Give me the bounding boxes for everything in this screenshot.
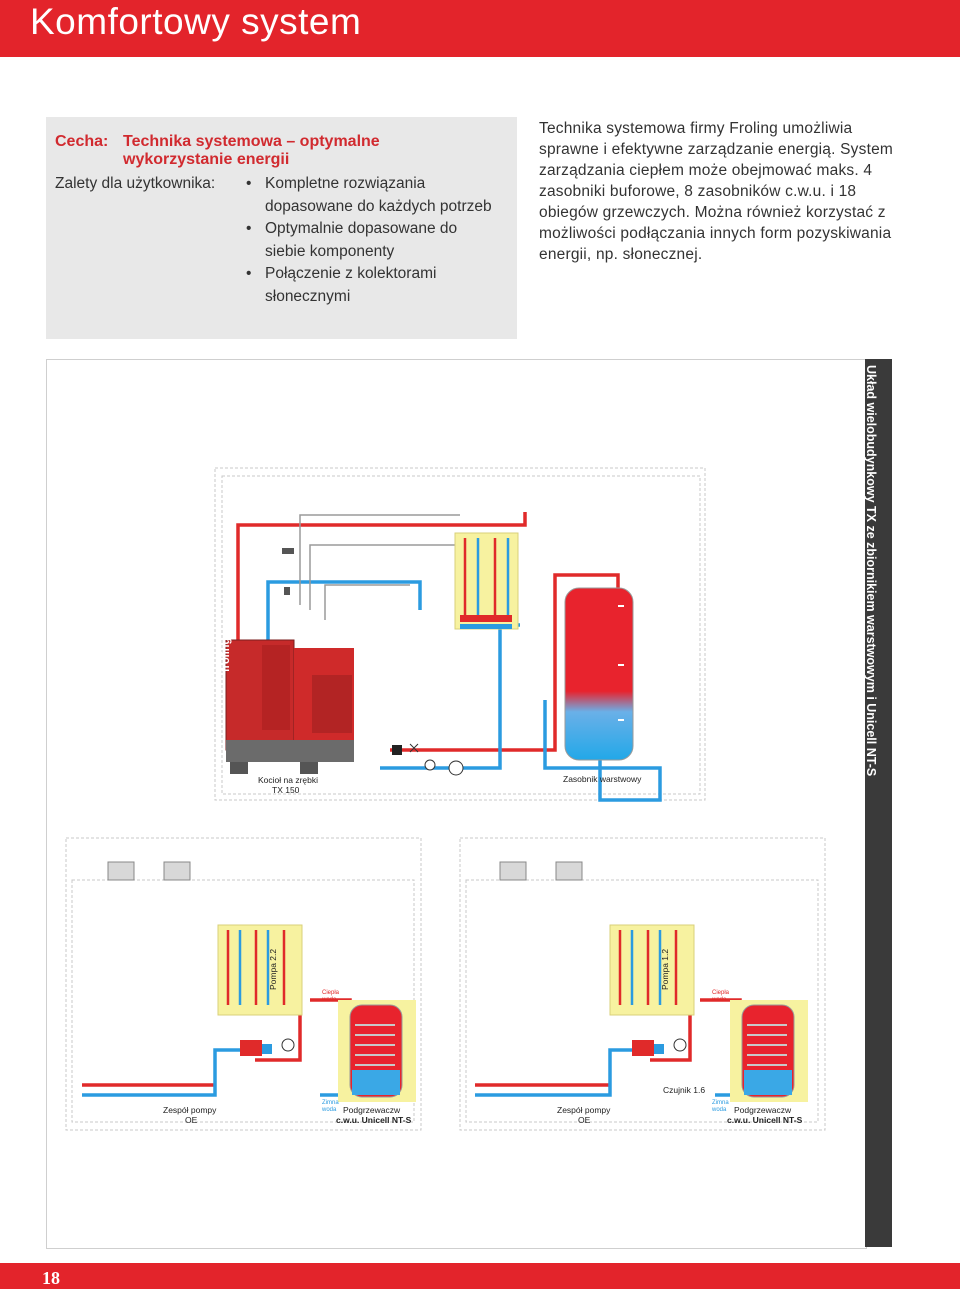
left-mixing-valve — [240, 1039, 294, 1056]
left-cold-water-1: Zimna — [322, 1100, 339, 1106]
boiler-label-line1: Kocioł na zrębki — [258, 775, 319, 785]
right-cold-water-2: woda — [712, 1107, 727, 1113]
feature-text: Technika systemowa – optymalne wykorzystanie energii — [123, 133, 380, 168]
left-group-label-2: OE — [185, 1115, 198, 1125]
lower-left-controls — [108, 862, 190, 880]
benefit-text: Połączenie z kolektorami słonecznymi — [265, 265, 437, 305]
boiler-label-line2: TX 150 — [272, 785, 300, 795]
distribution-panel-left — [218, 925, 302, 1015]
right-hot-water-tank — [730, 1000, 808, 1102]
left-hot-water-1: Ciepła — [322, 990, 340, 996]
buffer-label: Zasobnik warstwowy — [563, 774, 642, 784]
left-heater-label-2: c.w.u. Unicell NT-S — [336, 1115, 412, 1125]
right-hot-water-1: Ciepła — [712, 990, 730, 996]
right-cold-water-1: Zimna — [712, 1100, 729, 1106]
left-hot-water-tank — [338, 1000, 416, 1102]
right-group-label-2: OE — [578, 1115, 591, 1125]
bullet-icon: • — [246, 220, 252, 237]
grey-lines — [300, 515, 460, 620]
bullet-icon: • — [246, 265, 252, 282]
benefit-text: Kompletne rozwiązania dopasowane do każdych potrzeb — [265, 175, 492, 215]
lower-right-controls — [500, 862, 582, 880]
right-sensor-label: Czujnik 1.6 — [663, 1085, 706, 1095]
lower-right-pipes — [475, 1000, 740, 1095]
diagram-side-title: Układ wielobudynkowy TX ze zbiornikiem warstwowym i Unicell NT-S — [864, 365, 878, 777]
lower-left-pipes — [82, 1000, 350, 1095]
right-mixing-valve — [632, 1039, 686, 1056]
page-title: Komfortowy system — [30, 1, 362, 42]
left-hot-water-2: woda — [322, 997, 337, 1003]
bullet-icon: • — [246, 175, 252, 192]
right-pump-label: Pompa 1.2 — [660, 948, 670, 990]
intro-paragraph: Technika systemowa firmy Froling umożliwia sprawne i efektywne zarządzanie energią. System zarządzania ciepłem może obejmować maks. 4 zasobniki buforowe, 8 zasobników c.w.u. i 18 obiegów grzewczych. Można również korzystać z możliwości podłączania innych form pozyskiwania energii, np. słonecznej. — [539, 120, 894, 263]
left-cold-water-2: woda — [322, 1107, 337, 1113]
right-heater-label-2: c.w.u. Unicell NT-S — [727, 1115, 803, 1125]
buffer-tank — [565, 588, 633, 760]
footer-bar — [0, 1263, 960, 1289]
left-heater-label-1: Podgrzewaczw — [343, 1105, 401, 1115]
right-heater-label-1: Podgrzewaczw — [734, 1105, 792, 1115]
left-group-label-1: Zespół pompy — [163, 1105, 217, 1115]
benefits-label: Zalety dla użytkownika: — [55, 175, 216, 192]
distribution-panel-right — [610, 925, 694, 1015]
page-number: 18 — [42, 1268, 60, 1288]
boiler-brand: froling — [220, 637, 232, 672]
boiler-unit — [220, 638, 354, 774]
benefit-text: Optymalnie dopasowane do siebie komponenty — [265, 220, 458, 260]
left-pump-label: Pompa 2.2 — [268, 948, 278, 990]
right-hot-water-2: woda — [712, 997, 727, 1003]
feature-label: Cecha: — [55, 133, 109, 150]
right-group-label-1: Zespół pompy — [557, 1105, 611, 1115]
distribution-panel-top — [455, 533, 518, 629]
